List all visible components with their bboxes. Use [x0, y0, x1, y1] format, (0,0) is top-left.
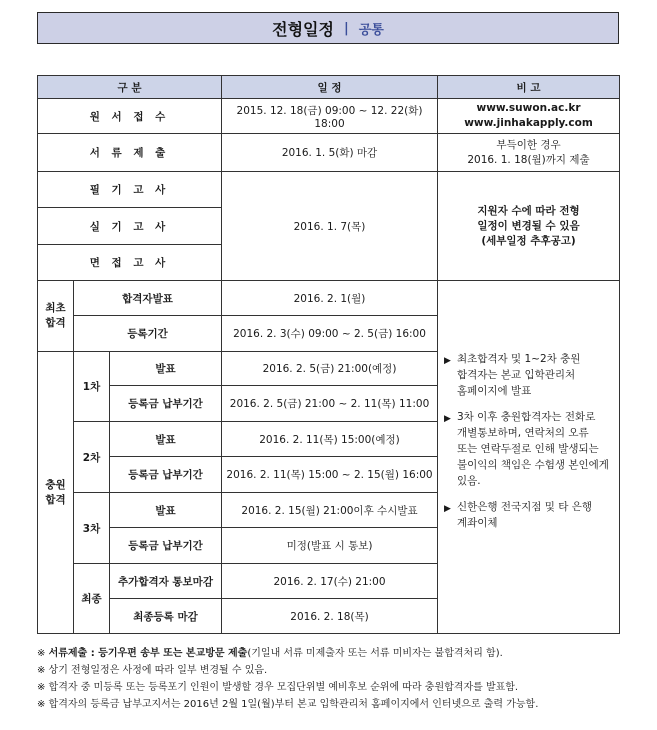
initial-pass-group: 최초 합격: [38, 281, 74, 352]
interview-label: 면 접 고 사: [38, 245, 222, 281]
round2-announce-date: 2016. 2. 11(목) 15:00(예정): [222, 422, 438, 457]
note-item: ▶ 최초합격자 및 1~2차 충원 합격자는 본교 입학관리처 홈페이지에 발표: [444, 353, 581, 397]
round2-announce-label: 발표: [110, 422, 222, 457]
page-title: 전형일정: [272, 19, 334, 39]
table-header-row: [38, 76, 620, 99]
table-row: [38, 172, 620, 208]
arrow-icon: ▶: [444, 356, 451, 366]
initial-announce-label: 합격자발표: [74, 281, 222, 316]
footnote-4: ※ 합격자의 등록금 납부고지서는 2016년 2월 1일(월)부터 본교 입학관리처 홈페이지에서 인터넷으로 출력 가능함.: [37, 699, 539, 710]
initial-register-label: 등록기간: [74, 316, 222, 352]
note-item: ▶ 3차 이후 충원합격자는 전화로 개별통보하며, 연락처의 오류 또는 연락두절로 인해 발생되는 불이익의 책임은 수험생 본인에게 있음.: [444, 411, 609, 487]
final-register-date: 2016. 2. 18(목): [222, 599, 438, 634]
jinhak-link[interactable]: www.jinhakapply.com: [464, 117, 593, 129]
header-schedule: 일 정: [222, 76, 438, 99]
written-exam-label: 필 기 고 사: [38, 172, 222, 208]
round3-announce-label: 발표: [110, 493, 222, 528]
notes-cell: [438, 281, 620, 634]
round1-announce-label: 발표: [110, 352, 222, 386]
round2-pay-date: 2016. 2. 11(목) 15:00 ~ 2. 15(월) 16:00: [222, 457, 438, 493]
final-register-label: 최종등록 마감: [110, 599, 222, 634]
title-bar: [37, 12, 619, 44]
table-row: [38, 134, 620, 172]
round3-label: 3차: [74, 493, 110, 564]
initial-register-date: 2016. 2. 3(수) 09:00 ~ 2. 5(금) 16:00: [222, 316, 438, 352]
header-category: 구 분: [38, 76, 222, 99]
footnote-1: ※ 서류제출 : 등기우편 송부 또는 본교방문 제출(기일내 서류 미제출자 또는 서류 미비자는 불합격처리 함).: [37, 648, 503, 659]
final-notify-date: 2016. 2. 17(수) 21:00: [222, 564, 438, 599]
application-schedule: 2015. 12. 18(금) 09:00 ~ 12. 22(화) 18:00: [222, 99, 438, 134]
arrow-icon: ▶: [444, 414, 451, 424]
round1-pay-date: 2016. 2. 5(금) 21:00 ~ 2. 11(목) 11:00: [222, 386, 438, 422]
arrow-icon: ▶: [444, 504, 451, 514]
documents-remark: 부득이한 경우 2016. 1. 18(월)까지 제출: [438, 134, 620, 172]
practical-exam-label: 실 기 고 사: [38, 208, 222, 245]
round3-announce-date: 2016. 2. 15(월) 21:00이후 수시발표: [222, 493, 438, 528]
exam-remark: 지원자 수에 따라 전형 일정이 변경될 수 있음 (세부일정 추후공고): [438, 172, 620, 281]
round3-pay-label: 등록금 납부기간: [110, 528, 222, 564]
round3-pay-date: 미정(발표 시 통보): [222, 528, 438, 564]
note-item: ▶ 신한은행 전국지점 및 타 은행 계좌이체: [444, 501, 593, 529]
page-subtitle: 공통: [358, 22, 384, 38]
application-label: 원 서 접 수: [38, 99, 222, 134]
exam-schedule: 2016. 1. 7(목): [222, 172, 438, 281]
final-notify-label: 추가합격자 통보마감: [110, 564, 222, 599]
footnotes: [37, 645, 637, 713]
schedule-table: [37, 75, 620, 634]
footnote-3: ※ 합격자 중 미등록 또는 등록포기 인원이 발생할 경우 모집단위별 예비후보 순위에 따라 충원합격자를 발표함.: [37, 682, 519, 693]
footnote-2: ※ 상기 전형일정은 사정에 따라 일부 변경될 수 있음.: [37, 665, 268, 676]
suwon-link[interactable]: www.suwon.ac.kr: [476, 102, 581, 114]
initial-announce-date: 2016. 2. 1(월): [222, 281, 438, 316]
documents-schedule: 2016. 1. 5(화) 마감: [222, 134, 438, 172]
round1-label: 1차: [74, 352, 110, 422]
final-label: 최종: [74, 564, 110, 634]
header-remarks: 비 고: [438, 76, 620, 99]
title-separator: |: [343, 20, 349, 36]
additional-pass-group: 충원 합격: [38, 352, 74, 634]
table-row: [38, 99, 620, 134]
round2-pay-label: 등록금 납부기간: [110, 457, 222, 493]
round1-announce-date: 2016. 2. 5(금) 21:00(예정): [222, 352, 438, 386]
application-remark: [438, 99, 620, 134]
table-row: [38, 281, 620, 316]
round2-label: 2차: [74, 422, 110, 493]
round1-pay-label: 등록금 납부기간: [110, 386, 222, 422]
documents-label: 서 류 제 출: [38, 134, 222, 172]
